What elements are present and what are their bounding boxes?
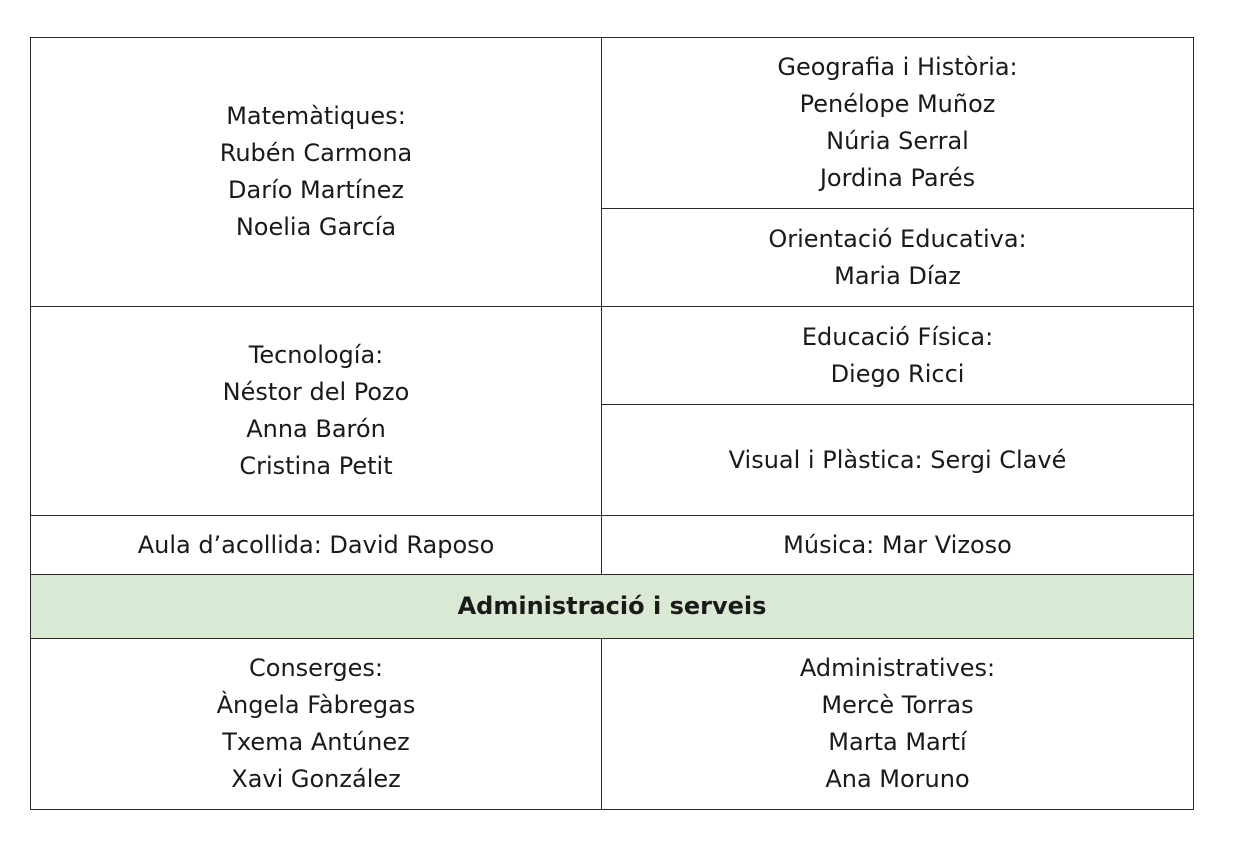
department-title: Conserges: [249, 654, 383, 682]
department-text: Música: Mar Vizoso [783, 530, 1012, 559]
staff-member: Maria Díaz [834, 261, 961, 290]
department-title: Educació Física: [801, 322, 994, 351]
staff-table [30, 37, 1194, 810]
department-text: Aula d’acollida: David Raposo [137, 530, 495, 559]
cell-musica [602, 516, 1194, 575]
table-row [31, 38, 1194, 209]
staff-member: Mercè Torras [821, 691, 974, 719]
table-row [31, 516, 1194, 575]
cell-orientacio-educativa [602, 209, 1194, 307]
staff-member: Cristina Petit [239, 452, 393, 480]
department-title: Geografia i Història: [777, 53, 1018, 81]
cell-administratives [602, 639, 1194, 810]
staff-member: Ana Moruno [825, 765, 970, 793]
cell-geografia-historia [602, 38, 1194, 209]
staff-member: Àngela Fàbregas [216, 691, 416, 719]
section-header-administracio: Administració i serveis [31, 575, 1194, 639]
cell-conserges [31, 639, 602, 810]
staff-member: Rubén Carmona [219, 139, 413, 167]
staff-member: Diego Ricci [830, 359, 965, 388]
cell-educacio-fisica [602, 307, 1194, 405]
department-title: Tecnología: [248, 341, 384, 369]
staff-member: Néstor del Pozo [222, 378, 410, 406]
staff-member: Noelia García [235, 213, 397, 241]
staff-member: Anna Barón [246, 415, 386, 443]
table-row [31, 639, 1194, 810]
staff-member: Núria Serral [826, 127, 969, 155]
staff-member: Penélope Muñoz [799, 90, 996, 118]
table-row [31, 575, 1194, 639]
staff-member: Txema Antúnez [222, 728, 410, 756]
cell-matematiques [31, 38, 602, 307]
cell-tecnologia [31, 307, 602, 516]
cell-aula-acollida [31, 516, 602, 575]
table-row [31, 307, 1194, 405]
staff-member: Marta Martí [828, 728, 967, 756]
department-title: Orientació Educativa: [768, 224, 1027, 253]
department-title: Matemàtiques: [226, 102, 406, 130]
staff-member: Darío Martínez [228, 176, 404, 204]
staff-member: Xavi González [231, 765, 401, 793]
department-text: Visual i Plàstica: Sergi Clavé [728, 445, 1067, 474]
cell-visual-plastica [602, 405, 1194, 516]
staff-member: Jordina Parés [819, 164, 976, 192]
department-title: Administratives: [799, 654, 996, 682]
